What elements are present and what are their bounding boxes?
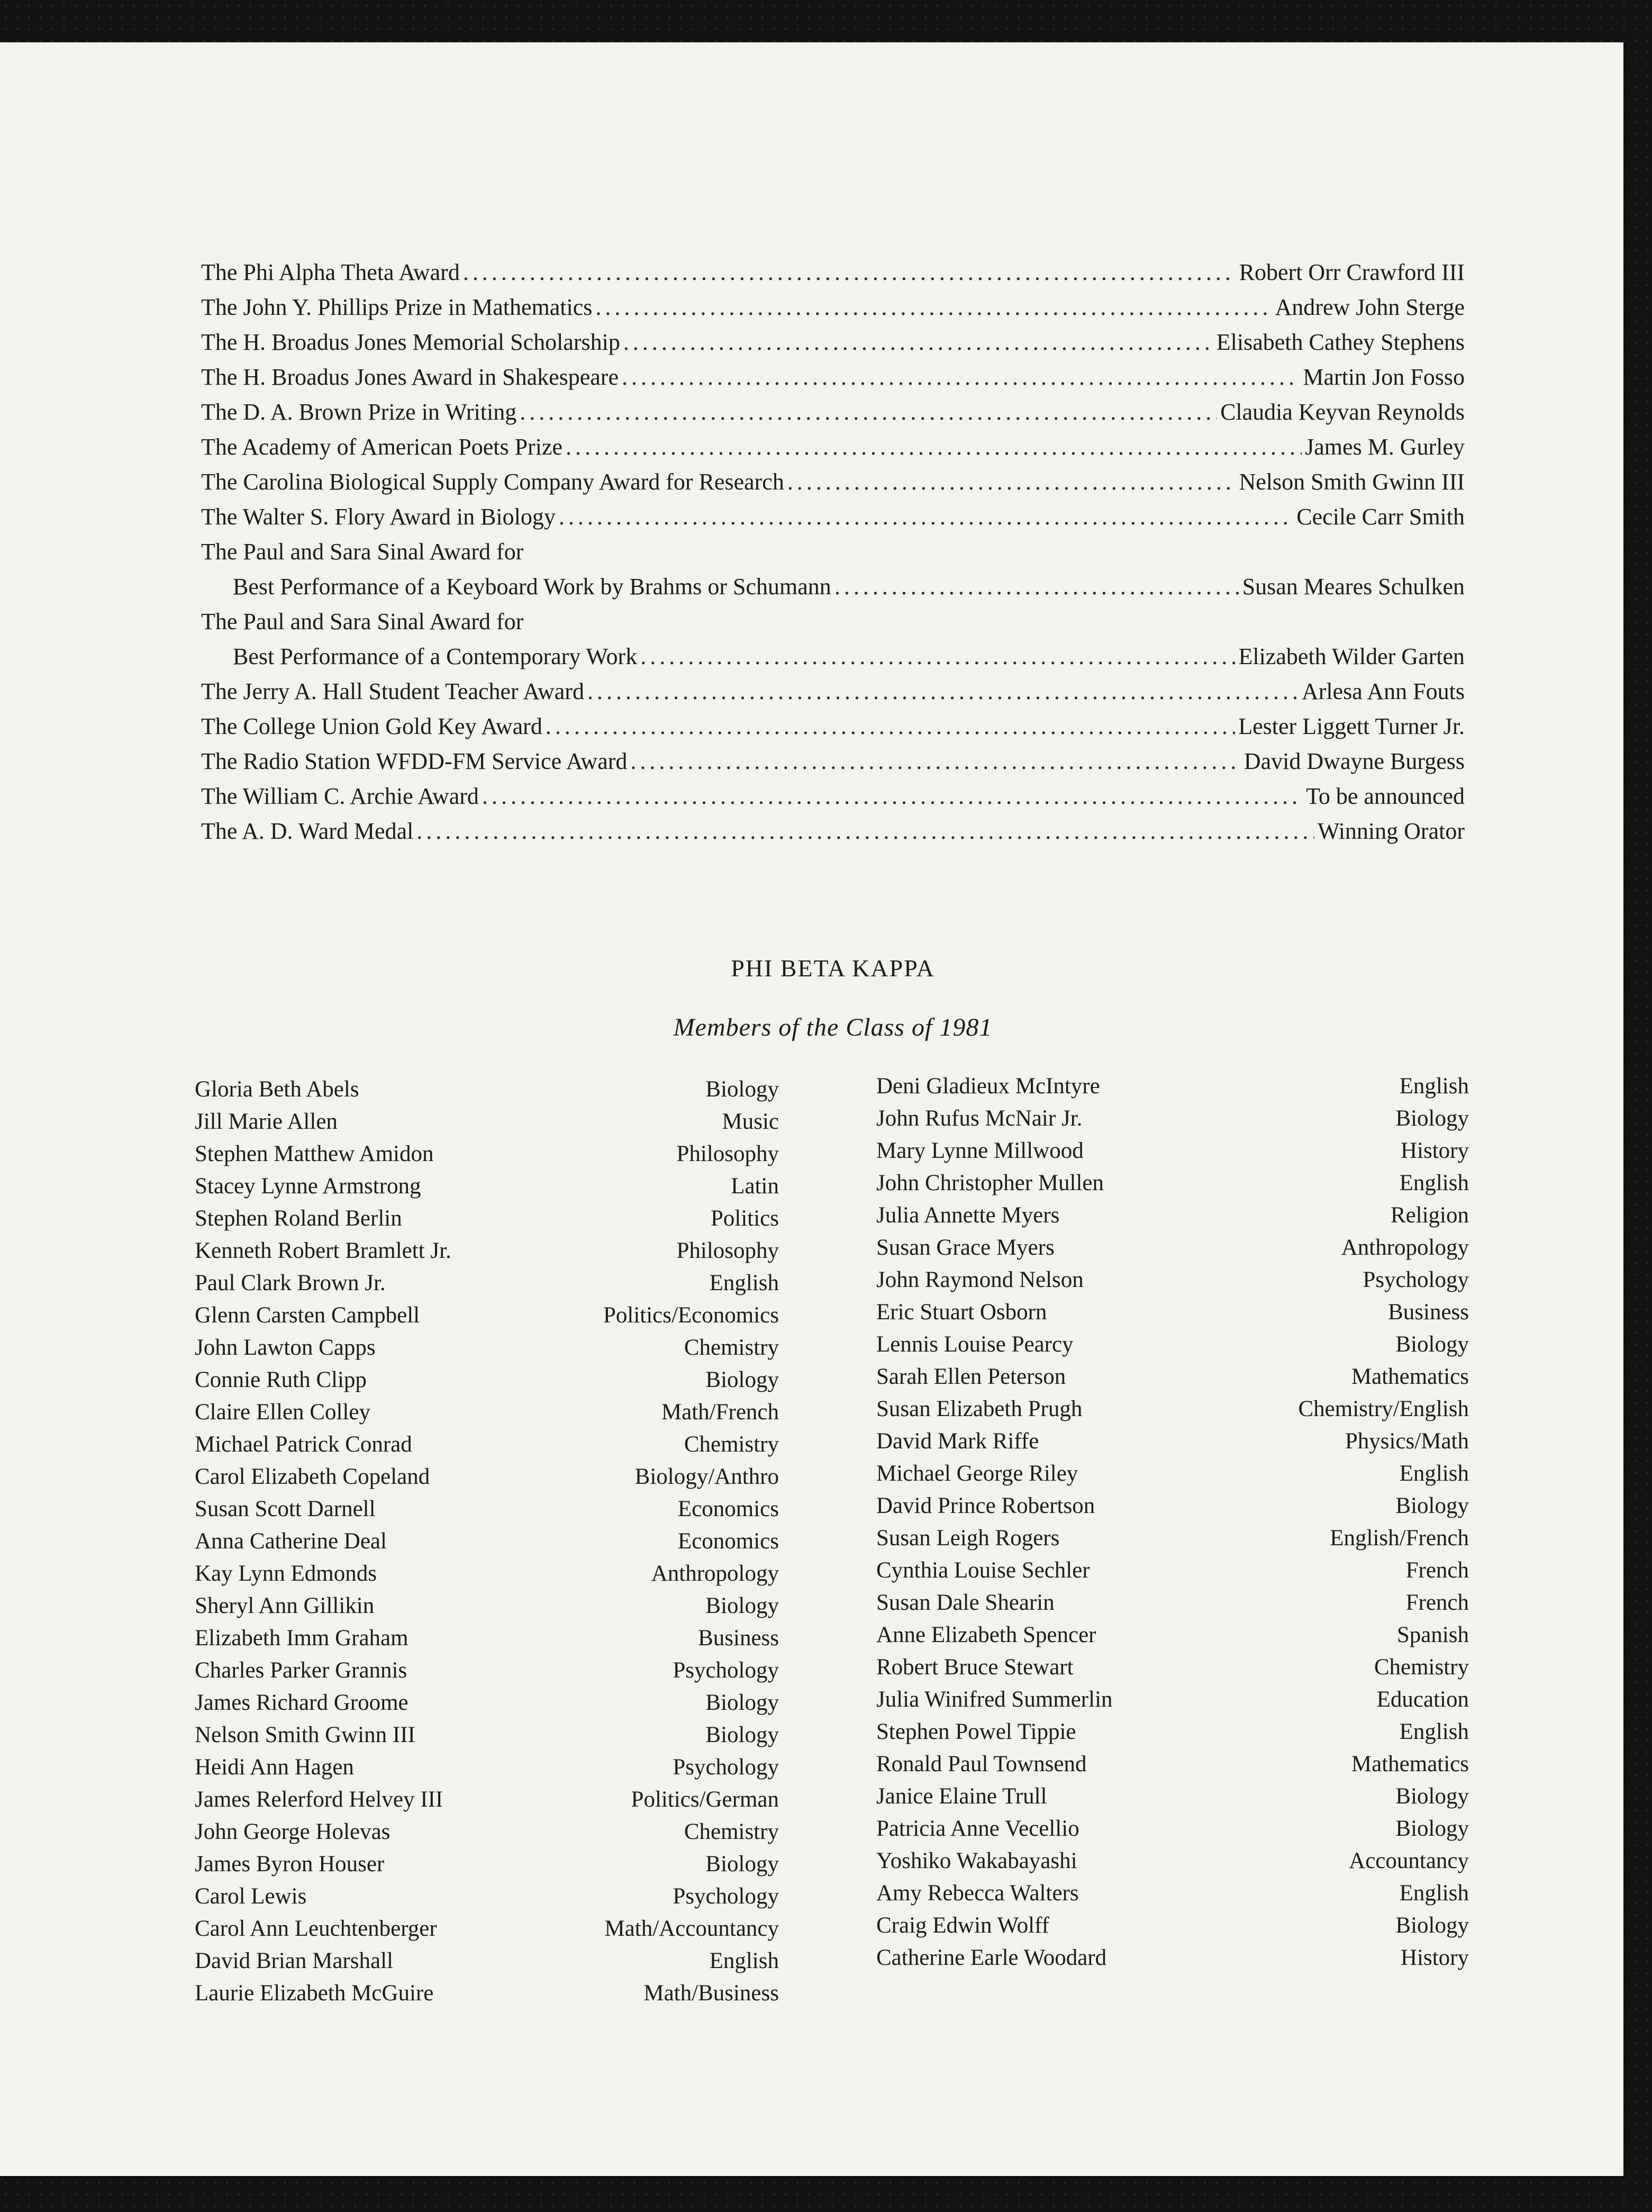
award-name: The Walter S. Flory Award in Biology (201, 504, 556, 530)
member-major: Philosophy (676, 1238, 779, 1263)
member-name: Julia Winifred Summerlin (876, 1687, 1113, 1712)
member-row (876, 1490, 1469, 1522)
member-major: Mathematics (1351, 1752, 1469, 1776)
section-subtitle: Members of the Class of 1981 (673, 1013, 993, 1041)
member-name: Kenneth Robert Bramlett Jr. (195, 1238, 451, 1263)
award-row (201, 639, 1465, 674)
member-major: Biology (705, 1690, 779, 1715)
member-major: Chemistry (684, 1432, 779, 1457)
member-major: English (1399, 1719, 1469, 1744)
member-name: David Prince Robertson (876, 1493, 1095, 1518)
award-recipient: James M. Gurley (1305, 434, 1465, 460)
member-row (876, 1393, 1469, 1425)
member-major: Psychology (673, 1658, 779, 1683)
member-name: Susan Grace Myers (876, 1235, 1055, 1260)
member-row (876, 1361, 1469, 1393)
member-major: Philosophy (676, 1141, 779, 1166)
member-row (195, 1912, 779, 1945)
member-name: David Brian Marshall (195, 1948, 393, 1973)
member-row (876, 1812, 1469, 1845)
member-row (876, 1780, 1469, 1812)
member-name: Stephen Powel Tippie (876, 1719, 1076, 1744)
member-row (876, 1425, 1469, 1457)
award-row (201, 255, 1465, 290)
dot-leader (520, 395, 1217, 430)
member-major: Math/Business (643, 1981, 779, 2006)
award-name: Best Performance of a Keyboard Work by Brahms or Schumann (233, 574, 831, 600)
member-name: Laurie Elizabeth McGuire (195, 1981, 434, 2006)
member-name: Carol Ann Leuchtenberger (195, 1916, 437, 1941)
member-major: Psychology (673, 1884, 779, 1909)
member-name: Julia Annette Myers (876, 1203, 1060, 1228)
member-row (876, 1716, 1469, 1748)
member-major: Education (1376, 1687, 1469, 1712)
member-major: Math/Accountancy (604, 1916, 779, 1941)
member-major: Biology/Anthro (634, 1464, 779, 1489)
member-name: Amy Rebecca Walters (876, 1881, 1079, 1906)
member-row (195, 1557, 779, 1590)
member-major: Biology (705, 1367, 779, 1392)
member-major: Biology (1395, 1816, 1469, 1841)
member-major: Mathematics (1351, 1364, 1469, 1389)
member-major: Anthropology (1341, 1235, 1469, 1260)
member-row (195, 1331, 779, 1364)
member-row (876, 1587, 1469, 1619)
member-major: French (1405, 1590, 1469, 1615)
dot-leader (834, 569, 1239, 604)
member-major: Physics/Math (1345, 1429, 1469, 1454)
section-title: PHI BETA KAPPA (731, 955, 935, 982)
member-name: Mary Lynne Millwood (876, 1138, 1084, 1163)
member-major: Biology (1395, 1106, 1469, 1131)
member-major: Economics (677, 1497, 779, 1521)
member-row (876, 1328, 1469, 1361)
member-major: Chemistry/English (1298, 1397, 1469, 1421)
member-name: Stephen Matthew Amidon (195, 1141, 434, 1166)
member-name: Janice Elaine Trull (876, 1784, 1047, 1809)
award-row (201, 290, 1465, 325)
award-recipient: Nelson Smith Gwinn III (1239, 469, 1465, 495)
dot-leader (630, 744, 1240, 779)
member-name: James Relerford Helvey III (195, 1787, 443, 1812)
member-row (195, 1170, 779, 1202)
member-row (876, 1909, 1469, 1942)
award-row (201, 674, 1465, 709)
member-name: Susan Leigh Rogers (876, 1526, 1060, 1551)
award-name: Best Performance of a Contemporary Work (233, 643, 638, 669)
member-major: English/French (1330, 1526, 1469, 1551)
member-name: James Richard Groome (195, 1690, 409, 1715)
member-row (195, 1073, 779, 1105)
member-name: Nelson Smith Gwinn III (195, 1723, 415, 1747)
dot-leader (482, 779, 1303, 814)
member-major: English (1399, 1881, 1469, 1906)
member-row (195, 1364, 779, 1396)
award-name: The Paul and Sara Sinal Award for (201, 609, 524, 634)
member-name: Elizabeth Imm Graham (195, 1626, 409, 1651)
member-major: Biology (705, 1593, 779, 1618)
member-name: Gloria Beth Abels (195, 1077, 359, 1102)
award-recipient: Susan Meares Schulken (1242, 574, 1465, 600)
member-name: Charles Parker Grannis (195, 1658, 407, 1683)
award-row (201, 500, 1465, 534)
member-major: Anthropology (651, 1561, 779, 1586)
member-row (876, 1264, 1469, 1296)
member-row (195, 1235, 779, 1267)
member-row (876, 1135, 1469, 1167)
member-major: French (1405, 1558, 1469, 1583)
dot-leader (546, 709, 1235, 744)
member-major: Music (722, 1109, 779, 1134)
member-major: Politics/Economics (603, 1303, 779, 1328)
award-recipient: Andrew John Sterge (1275, 294, 1465, 320)
member-row (195, 1687, 779, 1719)
member-row (876, 1683, 1469, 1716)
member-name: Craig Edwin Wolff (876, 1913, 1049, 1938)
member-name: Lennis Louise Pearcy (876, 1332, 1074, 1357)
award-recipient: Elisabeth Cathey Stephens (1216, 329, 1465, 355)
member-name: Stephen Roland Berlin (195, 1206, 402, 1231)
dot-leader (559, 500, 1293, 534)
member-row (195, 1816, 779, 1848)
award-recipient: David Dwayne Burgess (1243, 748, 1465, 774)
award-recipient: Cecile Carr Smith (1296, 504, 1465, 530)
award-row (201, 779, 1465, 814)
member-name: Glenn Carsten Campbell (195, 1303, 420, 1328)
dot-leader (463, 255, 1236, 290)
award-name: The Paul and Sara Sinal Award for (201, 539, 524, 565)
member-name: Eric Stuart Osborn (876, 1300, 1047, 1325)
member-name: Carol Elizabeth Copeland (195, 1464, 430, 1489)
award-recipient: Arlesa Ann Fouts (1302, 678, 1465, 704)
member-major: Biology (1395, 1493, 1469, 1518)
member-name: Anna Catherine Deal (195, 1529, 387, 1554)
award-name: The College Union Gold Key Award (201, 713, 542, 739)
award-name: The Carolina Biological Supply Company Award for Research (201, 469, 784, 495)
member-major: English (1399, 1074, 1469, 1099)
member-name: Susan Scott Darnell (195, 1497, 376, 1521)
member-name: John Lawton Capps (195, 1335, 376, 1360)
award-row (201, 465, 1465, 500)
member-row (195, 1945, 779, 1977)
member-name: David Mark Riffe (876, 1429, 1039, 1454)
member-row (876, 1554, 1469, 1587)
award-row (201, 709, 1465, 744)
member-major: Business (698, 1626, 779, 1651)
award-name: The Phi Alpha Theta Award (201, 259, 460, 285)
member-name: Anne Elizabeth Spencer (876, 1622, 1096, 1647)
award-heading-row (201, 604, 1465, 639)
member-row (876, 1457, 1469, 1490)
member-row (195, 1590, 779, 1622)
member-major: Latin (731, 1174, 779, 1199)
award-name: The Radio Station WFDD-FM Service Award (201, 748, 628, 774)
member-name: Paul Clark Brown Jr. (195, 1271, 386, 1295)
award-row (201, 395, 1465, 430)
dot-leader (595, 290, 1272, 325)
member-name: Kay Lynn Edmonds (195, 1561, 377, 1586)
member-major: English (1399, 1461, 1469, 1486)
member-major: Economics (677, 1529, 779, 1554)
member-major: Politics (710, 1206, 779, 1231)
dot-leader (587, 674, 1299, 709)
member-name: Jill Marie Allen (195, 1109, 338, 1134)
member-name: Michael Patrick Conrad (195, 1432, 412, 1457)
member-row (876, 1522, 1469, 1554)
award-recipient: To be announced (1306, 783, 1465, 809)
member-name: Heidi Ann Hagen (195, 1755, 354, 1780)
member-row (876, 1167, 1469, 1199)
award-recipient: Winning Orator (1317, 818, 1465, 844)
member-row (195, 1783, 779, 1816)
member-major: Biology (705, 1723, 779, 1747)
member-major: Religion (1390, 1203, 1469, 1228)
award-row (201, 430, 1465, 465)
member-name: Cynthia Louise Sechler (876, 1558, 1090, 1583)
member-major: English (709, 1271, 779, 1295)
member-name: Ronald Paul Townsend (876, 1752, 1087, 1776)
member-row (876, 1877, 1469, 1909)
member-major: Psychology (1363, 1267, 1469, 1292)
member-major: Chemistry (1374, 1655, 1469, 1680)
member-major: Business (1388, 1300, 1469, 1325)
member-row (195, 1299, 779, 1331)
member-major: English (1399, 1171, 1469, 1195)
award-recipient: Elizabeth Wilder Garten (1238, 643, 1465, 669)
award-row (201, 360, 1465, 395)
member-row (876, 1845, 1469, 1877)
award-name: The A. D. Ward Medal (201, 818, 414, 844)
member-name: Deni Gladieux McIntyre (876, 1074, 1100, 1099)
award-row (201, 744, 1465, 779)
member-name: Claire Ellen Colley (195, 1400, 370, 1425)
members-column-left (195, 1073, 779, 2009)
award-name: The D. A. Brown Prize in Writing (201, 399, 517, 425)
member-row (195, 1751, 779, 1783)
member-major: Biology (705, 1852, 779, 1876)
member-row (195, 1719, 779, 1751)
member-name: Carol Lewis (195, 1884, 307, 1909)
member-major: English (709, 1948, 779, 1973)
member-name: Robert Bruce Stewart (876, 1655, 1074, 1680)
award-recipient: Martin Jon Fosso (1303, 364, 1465, 390)
member-row (195, 1396, 779, 1428)
member-row (195, 1525, 779, 1557)
member-name: John Raymond Nelson (876, 1267, 1084, 1292)
member-name: Patricia Anne Vecellio (876, 1816, 1079, 1841)
dot-leader (640, 639, 1235, 674)
member-row (876, 1070, 1469, 1102)
member-major: History (1401, 1138, 1469, 1163)
member-row (195, 1654, 779, 1687)
award-recipient: Lester Liggett Turner Jr. (1238, 713, 1465, 739)
member-major: Biology (1395, 1784, 1469, 1809)
member-row (876, 1296, 1469, 1328)
member-name: Susan Dale Shearin (876, 1590, 1055, 1615)
member-row (195, 1428, 779, 1461)
award-row (201, 814, 1465, 849)
member-row (195, 1105, 779, 1138)
member-name: Catherine Earle Woodard (876, 1945, 1107, 1970)
dot-leader (623, 325, 1213, 360)
member-name: Michael George Riley (876, 1461, 1078, 1486)
member-name: Stacey Lynne Armstrong (195, 1174, 421, 1199)
member-row (195, 1267, 779, 1299)
member-name: John Rufus McNair Jr. (876, 1106, 1083, 1131)
member-major: Biology (1395, 1332, 1469, 1357)
member-row (195, 1848, 779, 1880)
award-heading-row (201, 534, 1465, 569)
member-major: Biology (705, 1077, 779, 1102)
award-name: The William C. Archie Award (201, 783, 479, 809)
award-name: The Academy of American Poets Prize (201, 434, 563, 460)
member-name: John Christopher Mullen (876, 1171, 1104, 1195)
member-row (195, 1202, 779, 1235)
member-major: Chemistry (684, 1819, 779, 1844)
member-name: John George Holevas (195, 1819, 391, 1844)
member-name: Connie Ruth Clipp (195, 1367, 367, 1392)
award-recipient: Robert Orr Crawford III (1239, 259, 1465, 285)
member-row (195, 1880, 779, 1912)
member-name: Yoshiko Wakabayashi (876, 1848, 1077, 1873)
member-name: Sheryl Ann Gillikin (195, 1593, 375, 1618)
dot-leader (566, 430, 1302, 465)
member-row (876, 1942, 1469, 1974)
member-name: Susan Elizabeth Prugh (876, 1397, 1083, 1421)
member-row (876, 1199, 1469, 1231)
award-name: The H. Broadus Jones Memorial Scholarship (201, 329, 620, 355)
award-name: The John Y. Phillips Prize in Mathematics (201, 294, 593, 320)
member-major: Biology (1395, 1913, 1469, 1938)
member-major: History (1401, 1945, 1469, 1970)
award-name: The Jerry A. Hall Student Teacher Award (201, 678, 584, 704)
member-row (195, 1977, 779, 2009)
member-name: Sarah Ellen Peterson (876, 1364, 1066, 1389)
award-name: The H. Broadus Jones Award in Shakespeare (201, 364, 619, 390)
member-major: Math/French (661, 1400, 779, 1425)
member-row (876, 1619, 1469, 1651)
member-row (195, 1138, 779, 1170)
member-row (195, 1622, 779, 1654)
dot-leader (787, 465, 1236, 500)
member-major: Politics/German (631, 1787, 779, 1812)
dot-leader (622, 360, 1300, 395)
members-column-right (876, 1070, 1469, 1974)
member-major: Spanish (1396, 1622, 1469, 1647)
member-major: Accountancy (1349, 1848, 1469, 1873)
member-major: Chemistry (684, 1335, 779, 1360)
member-row (876, 1651, 1469, 1683)
document-page (0, 42, 1623, 2176)
member-row (876, 1748, 1469, 1780)
award-recipient: Claudia Keyvan Reynolds (1220, 399, 1465, 425)
award-row (201, 325, 1465, 360)
awards-list (201, 255, 1465, 849)
member-row (876, 1231, 1469, 1264)
member-name: James Byron Houser (195, 1852, 385, 1876)
award-row (201, 569, 1465, 604)
member-row (195, 1461, 779, 1493)
dot-leader (416, 814, 1314, 849)
page-content (195, 255, 1469, 2006)
member-row (195, 1493, 779, 1525)
member-major: Psychology (673, 1755, 779, 1780)
member-row (876, 1102, 1469, 1135)
